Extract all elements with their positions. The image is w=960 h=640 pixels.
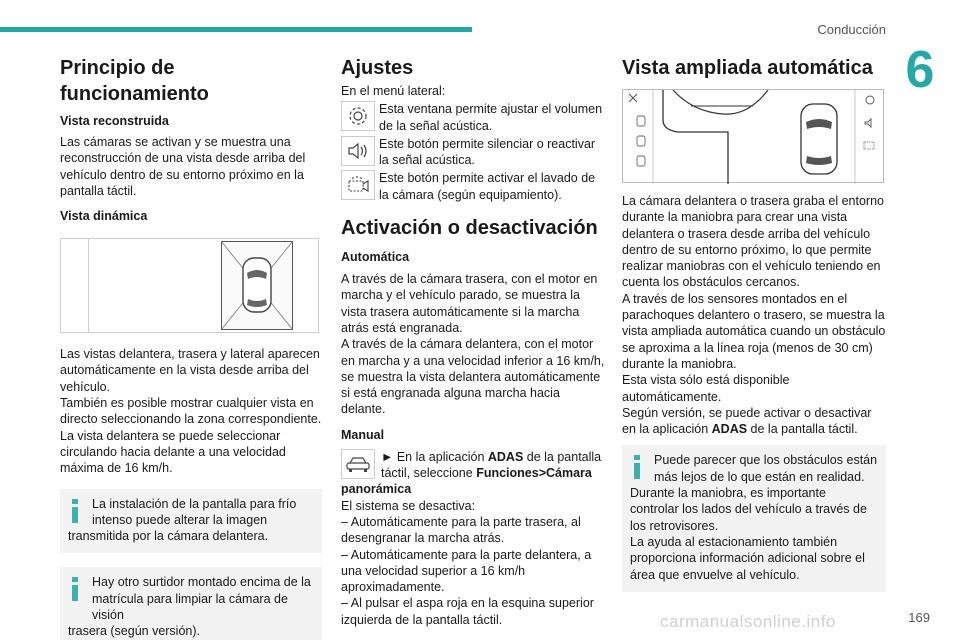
note-obstaculos-rest: Durante la maniobra, es importante controlar los lados del vehículo a través de los retrovisores. La ayuda al estacionamiento también proporciona información adicional sobre el área que envuelve al vehículo. xyxy=(630,486,867,582)
column-left xyxy=(60,55,322,640)
watermark: carmanualsonline.info xyxy=(660,612,836,631)
note-surtidor-line2: matrícula para limpiar la cámara de visión xyxy=(92,591,288,623)
enlarged-view-screen xyxy=(623,90,885,184)
page-number: 169 xyxy=(908,610,930,625)
subheading-automatica: Automática xyxy=(341,250,410,265)
note-surtidor-line1: Hay otro surtidor montado encima de la xyxy=(92,575,311,590)
para-adas xyxy=(622,405,886,438)
para-reconstruida: Las cámaras se activan y se muestra una reconstrucción de una vista desde arriba del vehículo dentro de su entorno próximo en la pantalla táctil. xyxy=(60,135,306,198)
note-frio-line2: intenso puede alterar la imagen xyxy=(92,512,268,527)
note-obstaculos xyxy=(622,445,886,591)
para-automatica: A través de la cámara trasera, con el motor en marcha y el vehículo parado, se muestra la vista trasera automáticamente si la marcha atrás está engranada. A través de la cámara delantera, con el motor en marcha y a una velocidad inferior a 16 km/h, se muestra la vista delantera automáticamente si está engranada alguna marcha hacia delante. xyxy=(341,272,605,417)
section-title: Conducción xyxy=(817,22,886,37)
header-accent-bar xyxy=(0,27,472,32)
camera-wash-icon xyxy=(341,170,375,200)
subheading-manual: Manual xyxy=(341,427,385,442)
car-front-icon xyxy=(341,449,375,479)
column-middle xyxy=(341,55,605,628)
manual-text-funciones: Funciones>Cámara panorámica xyxy=(341,466,592,497)
ajustes-item-volume xyxy=(341,101,605,134)
para-vistas: Las vistas delantera, trasera y lateral aparecen automáticamente en la vista desde arriba del vehículo. También es posible mostrar cualquier vista en directo seleccionando la zona correspondiente. La vista delantera se puede seleccionar circulando hacia delante a una velocidad máxima de 16 km/h. xyxy=(60,347,322,476)
heading-vista-ampliada: Vista ampliada automática xyxy=(622,57,873,79)
ajustes-item-mute xyxy=(341,136,605,169)
manual-instruction xyxy=(341,449,605,498)
heading-activacion: Activación o desactivación xyxy=(341,217,598,240)
gear-icon xyxy=(341,101,375,131)
ajustes-item-wash-text: Este botón permite activar el lavado de la cámara (según equipamiento). xyxy=(379,171,596,202)
ajustes-item-mute-text: Este botón permite silenciar o reactivar la señal acústica. xyxy=(379,136,596,168)
note-frio-line1: La instalación de la pantalla para frío xyxy=(92,496,297,511)
dynamic-view-figure xyxy=(60,238,319,333)
note-obstaculos-line2: más lejos de lo que están en realidad. xyxy=(654,469,865,484)
manual-instruction-text xyxy=(341,449,605,498)
info-icon xyxy=(68,499,82,523)
subheading-reconstruida: Vista reconstruida xyxy=(60,114,169,128)
column-right xyxy=(622,55,886,592)
enlarged-view-figure xyxy=(622,89,884,183)
note-obstaculos-line1: Puede parecer que los obstáculos están xyxy=(654,453,878,468)
info-icon xyxy=(68,577,82,601)
note-surtidor xyxy=(60,567,322,640)
manual-text-c: de la pantalla táctil, seleccione xyxy=(381,449,602,481)
adas-text-b: ADAS xyxy=(711,422,748,437)
adas-text-a: Según versión, se puede activar o desactivar en la aplicación xyxy=(622,405,872,437)
heading-ajustes: Ajustes xyxy=(341,57,414,79)
info-icon xyxy=(630,455,644,479)
heading-principio: Principio de funcionamiento xyxy=(60,57,209,105)
manual-text-adas: ADAS xyxy=(487,449,524,464)
speaker-icon xyxy=(341,136,375,166)
note-frio-line3: transmitida por la cámara delantera. xyxy=(68,529,269,544)
note-frio xyxy=(60,489,322,554)
ajustes-intro: En el menú lateral: xyxy=(341,84,446,98)
chapter-number: 6 xyxy=(905,41,935,99)
manual-text-a: ► En la aplicación xyxy=(381,449,488,464)
para-manual: El sistema se desactiva: – Automáticamente para la parte trasera, al desengranar la marcha atrás. – Automáticamente para la parte delantera, a una velocidad superior a 16 km/h aproximadamente. – Al pulsar el aspa roja en la esquina superior izquierda de la pantalla táctil. xyxy=(341,498,594,627)
para-vista-ampliada: La cámara delantera o trasera graba el entorno durante la maniobra para crear una vista delantera o trasera desde arriba del vehículo dentro de su entorno próximo, lo que permite realizar maniobras con el vehículo teniendo en cuenta los obstáculos cercanos. A través de los sensores montados en el parachoques delantero o trasero, se muestra la vista ampliada automática cuando un obstáculo se aproxima a la línea roja (menos de 30 cm) durante la maniobra. Esta vista sólo está disponible automáticamente. xyxy=(622,194,886,404)
car-topview-icon xyxy=(221,241,293,330)
subheading-dinamica: Vista dinámica xyxy=(60,209,148,224)
ajustes-item-wash xyxy=(341,170,605,203)
ajustes-item-volume-text: Esta ventana permite ajustar el volumen de la señal acústica. xyxy=(379,102,603,133)
note-surtidor-line3: trasera (según versión). xyxy=(68,624,201,639)
adas-text-c: de la pantalla táctil. xyxy=(747,422,858,437)
